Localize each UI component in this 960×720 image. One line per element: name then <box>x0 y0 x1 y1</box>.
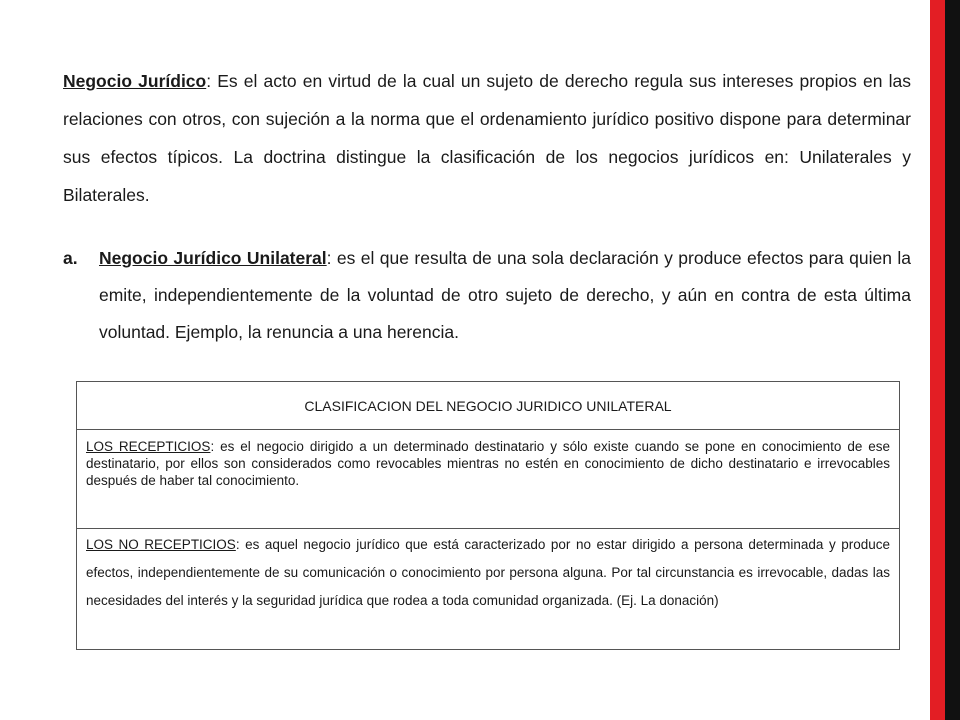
list-item-text <box>99 240 911 351</box>
list-item-unilateral <box>63 240 911 351</box>
decorative-side-bar <box>930 0 960 720</box>
recepticios-cell <box>77 430 900 529</box>
classification-table <box>76 381 900 650</box>
no-recepticios-cell <box>77 529 900 650</box>
intro-text: : Es el acto en virtud de la cual un sujeto de derecho regula sus intereses propios en las relaciones con otros, con sujeción a la norma que el ordenamiento jurídico positivo dispone para determinar sus efectos típicos. La doctrina distingue la clasificación de los negocios jurídicos en: Unilaterales y Bilaterales. <box>63 71 911 205</box>
table-row <box>77 430 900 529</box>
red-stripe <box>930 0 945 720</box>
recepticios-term: LOS RECEPTICIOS <box>86 439 211 454</box>
black-stripe <box>945 0 960 720</box>
table-row <box>77 529 900 650</box>
list-marker: a. <box>63 248 78 268</box>
unilateral-term: Negocio Jurídico Unilateral <box>99 248 327 268</box>
no-recepticios-text: : es aquel negocio jurídico que está caracterizado por no estar dirigido a persona determinada y produce efectos, independientemente de su comunicación o conocimiento por persona alguna. Por tal circunstancia es irrevocable, dadas las necesidades del interés y la seguridad jurídica que rodea a toda comunidad organizada. (Ej. La donación) <box>86 537 891 608</box>
table-header: CLASIFICACION DEL NEGOCIO JURIDICO UNILATERAL <box>77 382 900 430</box>
recepticios-text: : es el negocio dirigido a un determinado destinatario y sólo existe cuando se pone en conocimiento de ese destinatario, por ellos son considerados como revocables mientras no estén en conocimiento de dicho destinatario e irrevocables después de haber tal conocimiento. <box>86 439 891 488</box>
no-recepticios-term: LOS NO RECEPTICIOS <box>86 537 236 552</box>
intro-term: Negocio Jurídico <box>63 71 207 91</box>
intro-paragraph <box>63 62 911 214</box>
unilateral-definition: : es el que resulta de una sola declaración y produce efectos para quien la emite, independientemente de la voluntad de otro sujeto de derecho, y aún en contra de esta última voluntad. Ejemplo, la renuncia a una herencia. <box>99 248 912 342</box>
